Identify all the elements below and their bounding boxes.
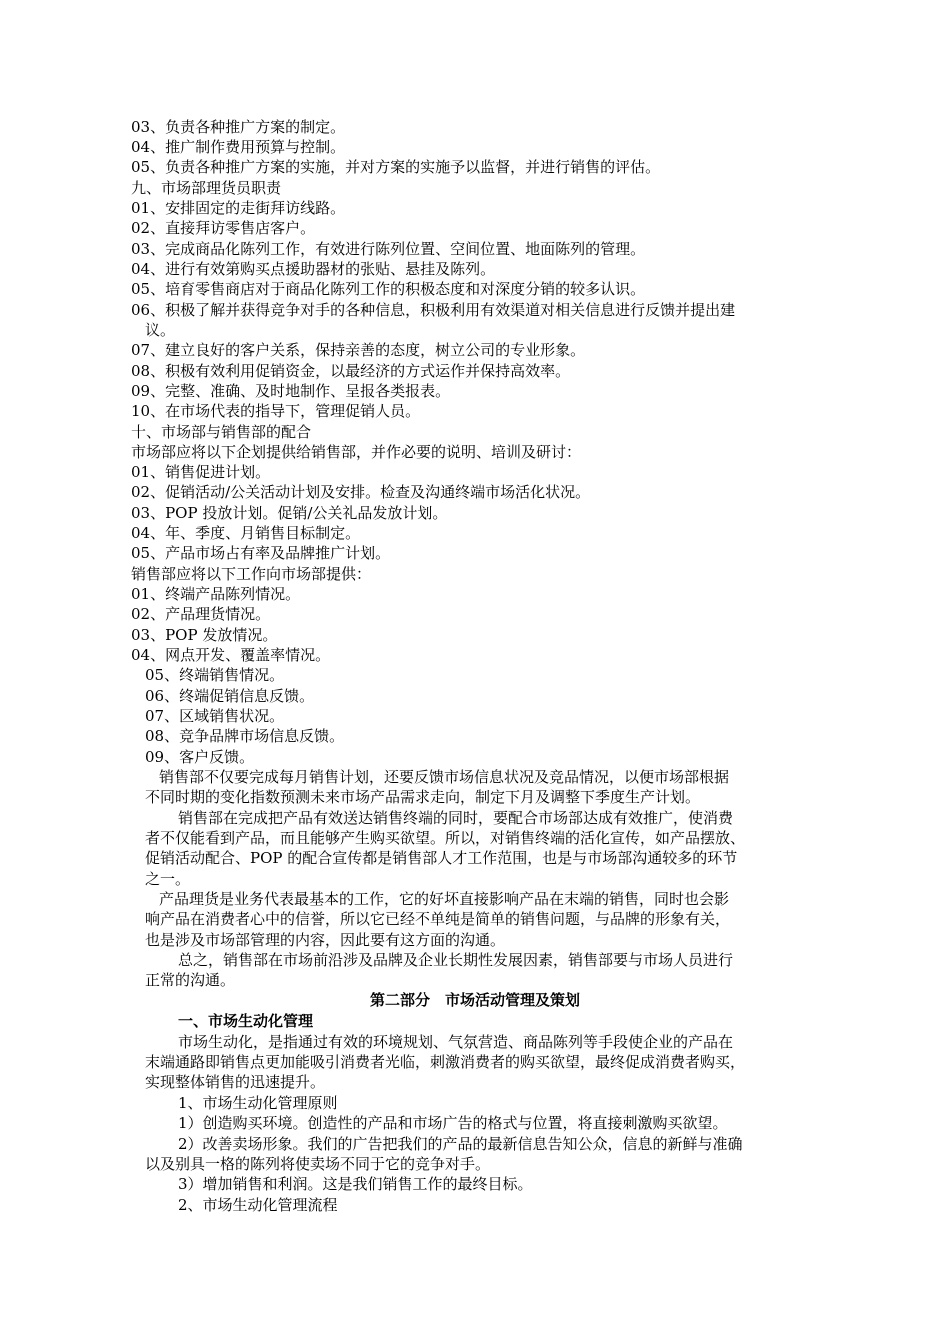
text-line: 2）改善卖场形象。我们的广告把我们的产品的最新信息告知公众，信息的新鲜与准确 bbox=[178, 1135, 743, 1153]
text-line: 之一。 bbox=[145, 870, 191, 888]
text-line: 市场生动化，是指通过有效的环境规划、气氛营造、商品陈列等手段使企业的产品在 bbox=[178, 1033, 734, 1051]
text-line: 响产品在消费者心中的信誉，所以它已经不单纯是简单的销售问题，与品牌的形象有关， bbox=[145, 910, 731, 928]
text-line: 者不仅能看到产品，而且能够产生购买欲望。所以，对销售终端的活化宣传，如产品摆放、 bbox=[145, 829, 746, 847]
text-line: 市场部应将以下企划提供给销售部，并作必要的说明、培训及研讨： bbox=[131, 443, 582, 461]
text-line: 06、积极了解并获得竞争对手的各种信息，积极利用有效渠道对相关信息进行反馈并提出建 bbox=[131, 301, 736, 319]
text-line: 08、竞争品牌市场信息反馈。 bbox=[145, 727, 345, 745]
text-line: 04、进行有效第购买点援助器材的张贴、悬挂及陈列。 bbox=[131, 260, 496, 278]
text-line: 03、负责各种推广方案的制定。 bbox=[131, 118, 346, 136]
sub-heading: 一、市场生动化管理 bbox=[178, 1012, 314, 1030]
text-line: 1、市场生动化管理原则 bbox=[178, 1094, 338, 1112]
text-line: 促销活动配合、POP 的配合宣传都是销售部人才工作范围，也是与市场部沟通较多的环节 bbox=[145, 849, 738, 867]
text-line: 3）增加销售和利润。这是我们销售工作的最终目标。 bbox=[178, 1175, 533, 1193]
text-line: 03、POP 投放计划。促销/公关礼品发放计划。 bbox=[131, 504, 448, 522]
text-line: 议。 bbox=[145, 321, 176, 339]
text-line: 05、负责各种推广方案的实施，并对方案的实施予以监督，并进行销售的评估。 bbox=[131, 158, 661, 176]
text-line: 07、建立良好的客户关系，保持亲善的态度，树立公司的专业形象。 bbox=[131, 341, 586, 359]
text-line: 销售部应将以下工作向市场部提供： bbox=[131, 565, 372, 583]
text-line: 07、区域销售状况。 bbox=[145, 707, 285, 725]
text-line: 09、客户反馈。 bbox=[145, 748, 255, 766]
text-line: 02、促销活动/公关活动计划及安排。检查及沟通终端市场活化状况。 bbox=[131, 483, 591, 501]
text-line: 04、网点开发、覆盖率情况。 bbox=[131, 646, 331, 664]
text-line: 01、安排固定的走街拜访线路。 bbox=[131, 199, 346, 217]
text-line: 05、终端销售情况。 bbox=[145, 666, 285, 684]
text-line: 末端通路即销售点更加能吸引消费者光临，刺激消费者的购买欲望，最终促成消费者购买， bbox=[145, 1053, 746, 1071]
text-line: 产品理货是业务代表最基本的工作，它的好坏直接影响产品在末端的销售，同时也会影 bbox=[159, 890, 730, 908]
text-line: 十、市场部与销售部的配合 bbox=[131, 423, 312, 441]
text-line: 02、直接拜访零售店客户。 bbox=[131, 219, 316, 237]
text-line: 03、POP 发放情况。 bbox=[131, 626, 278, 644]
text-line: 2、市场生动化管理流程 bbox=[178, 1196, 338, 1214]
text-line: 销售部不仅要完成每月销售计划，还要反馈市场信息状况及竞品情况，以便市场部根据 bbox=[159, 768, 730, 786]
text-line: 九、市场部理货员职责 bbox=[131, 179, 282, 197]
text-line: 01、终端产品陈列情况。 bbox=[131, 585, 301, 603]
text-line: 02、产品理货情况。 bbox=[131, 605, 271, 623]
text-line: 04、推广制作费用预算与控制。 bbox=[131, 138, 346, 156]
text-line: 10、在市场代表的指导下，管理促销人员。 bbox=[131, 402, 421, 420]
text-line: 实现整体销售的迅速提升。 bbox=[145, 1073, 326, 1091]
text-line: 以及别具一格的陈列将使卖场不同于它的竞争对手。 bbox=[145, 1155, 491, 1173]
text-line: 06、终端促销信息反馈。 bbox=[145, 687, 315, 705]
text-line: 1）创造购买环境。创造性的产品和市场广告的格式与位置，将直接刺激购买欲望。 bbox=[178, 1114, 728, 1132]
text-line: 08、积极有效利用促销资金，以最经济的方式运作并保持高效率。 bbox=[131, 362, 571, 380]
text-line: 01、销售促进计划。 bbox=[131, 463, 271, 481]
text-line: 04、年、季度、月销售目标制定。 bbox=[131, 524, 361, 542]
text-line: 不同时期的变化指数预测未来市场产品需求走向，制定下月及调整下季度生产计划。 bbox=[145, 788, 701, 806]
section-heading: 第二部分 市场活动管理及策划 bbox=[369, 991, 580, 1009]
text-line: 05、产品市场占有率及品牌推广计划。 bbox=[131, 544, 391, 562]
text-line: 05、培育零售商店对于商品化陈列工作的积极态度和对深度分销的较多认识。 bbox=[131, 280, 646, 298]
text-line: 销售部在完成把产品有效送达销售终端的同时，要配合市场部达成有效推广，使消费 bbox=[178, 809, 734, 827]
text-line: 03、完成商品化陈列工作，有效进行陈列位置、空间位置、地面陈列的管理。 bbox=[131, 240, 646, 258]
text-line: 正常的沟通。 bbox=[145, 971, 236, 989]
text-line: 也是涉及市场部管理的内容，因此要有这方面的沟通。 bbox=[145, 931, 506, 949]
text-line: 总之，销售部在市场前沿涉及品牌及企业长期性发展因素，销售部要与市场人员进行 bbox=[178, 951, 734, 969]
text-line: 09、完整、准确、及时地制作、呈报各类报表。 bbox=[131, 382, 451, 400]
